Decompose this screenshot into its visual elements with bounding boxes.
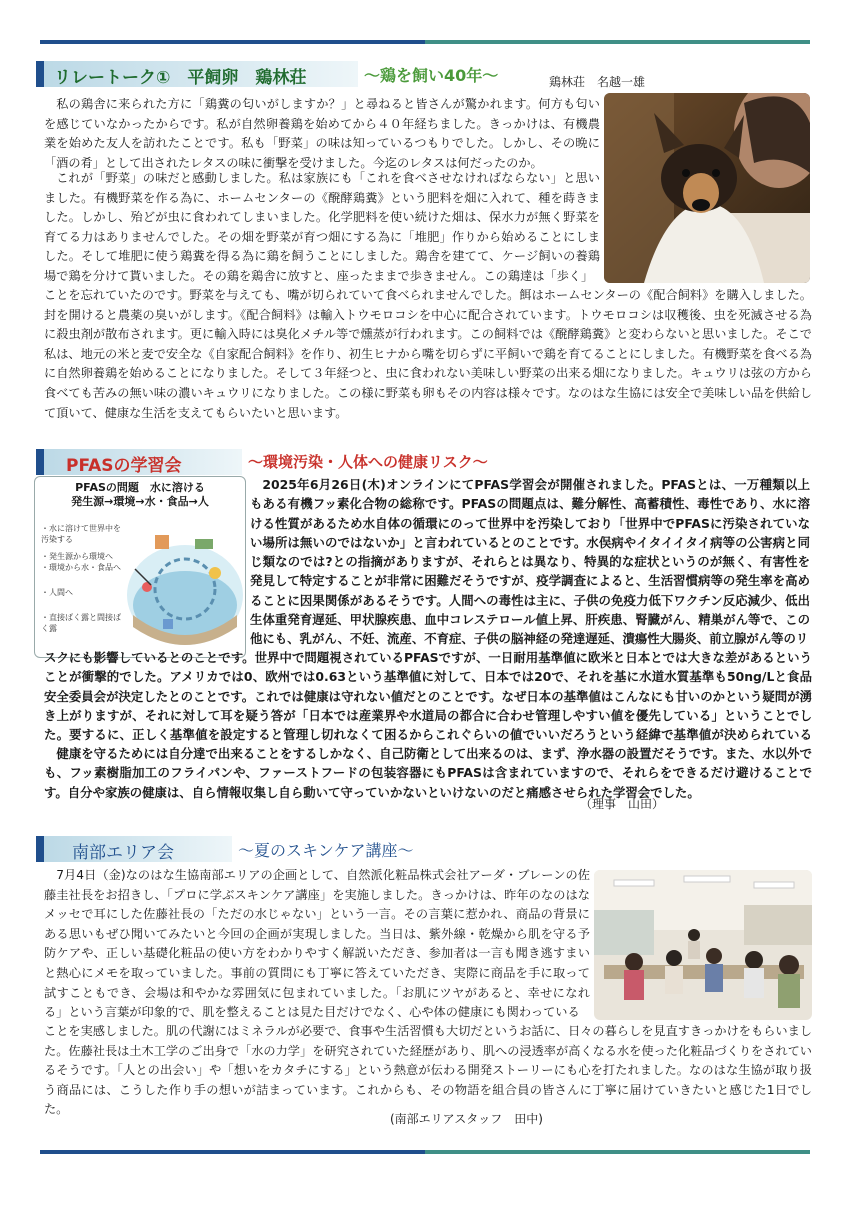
top-divider [40, 40, 810, 44]
relay-title: リレートーク① 平飼卵 鶏林荘 [54, 68, 307, 88]
pfas-bullet-3: ・環境から水・食品へ [41, 563, 121, 572]
pfas-figure-title-2: 発生源→環境→水・食品→人 [71, 495, 209, 508]
south-paragraph-rest-wrap [44, 1022, 812, 1122]
pfas-paragraph-1-top: 2025年6月26日(木)オンラインにてPFAS学習会が開催されました。PFASとは、一万種類以上もある有機フッ素化合物の総称です。PFASの問題点は、難分解性、高蓄積性、毒性であり、水に溶ける性質があるため水自体の循環にのって世界中を汚染しており「世界中でPFASに汚染されていない場所は無いのではないか」と言われているとのことです。水俣病やイタイイタイ病等の公害病と同じ類なのでは?との指摘がありますが、それらとは異なり、特異的な症状というのが無く、有害性を発見して特定することが非常に困難だそうですが、疫学調査によると、生活習慣病等の発生率を高めることに因果関係があるそうです。人間への毒性は主に、子供の免疫力低下ワクチン反応減少、低出生体重発育遅延、甲状腺疾患、血中コレステロール値上昇、肝疾患、腎臓がん、精巣がん等で、この他にも、乳がん、不妊、流産、不育症、子供の脳神経の発達遅延、潰瘍性大腸炎、前立腺がん等のリ [250, 477, 810, 647]
south-paragraph-rest: ことを実感しました。肌の代謝にはミネラルが必要で、食事や生活習慣も大切だというお話に、日々の暮らしを見直すきっかけをもらいました。佐藤社長は土木工学のご出身で「水の力学」を研究されていた経歴があり、肌への浸透率が高くなる水を使った化粧品づくりをされているそうです。「人との出会い」や「想いをカタチにする」という熱意が伝わる開発ストーリーにも心を打たれました。なのはな生協が取り扱う商品には、こうした作り手の想いが詰まっています。これからも、その物語を組合員の皆さんに丁寧に届けていきたいと感じた1日でした。 [44, 1024, 812, 1117]
south-paragraph-wrap [44, 866, 590, 1023]
pfas-subtitle: ～環境汚染・人体への健康リスク～ [248, 453, 488, 471]
pfas-paragraph-1-wrap [250, 475, 810, 650]
pfas-bullet-1: ・水に溶けて世界中を汚染する [41, 524, 121, 544]
relay-paragraph-2-top: これが「野菜」の味だと感動しました。私は家族にも「これを食べさせなければならない」と思いました。有機野菜を作る為に、ホームセンターの《醗酵鶏糞》という肥料を畑に入れて、種を蒔きました。しかし、殆どが虫に食われてしまいました。化学肥料を使い続けた畑は、保水力が無く野菜を育てる力はありませんでした。その畑を野菜が育つ畑にする為に「堆肥」作りから始めることにしました。そして堆肥に使う鶏糞を得る為に鶏を飼うことにしました。鶏舎を建てて、ケージ飼いの養鶏場で鶏を分けて貰いました。その鶏を鶏舎に放すと、座ったままで歩きません。この鶏達は「歩く」 [44, 171, 600, 283]
pfas-title: PFASの学習会 [66, 456, 182, 476]
south-signature: (南部エリアスタッフ 田中) [390, 1112, 543, 1126]
pfas-bullet-4: ・人間へ [41, 588, 73, 597]
south-paragraph-top: 7月4日（金)なのはな生協南部エリアの企画として、自然派化粧品株式会社アーダ・ブレーンの佐藤圭社長をお招きし、「プロに学ぶスキンケア講座」を実施しました。きっかけは、昨年のなのはなメッセで耳にした佐藤社長の「ただの水じゃない」という一言。その言葉に惹かれ、商品の背景にある思いもぜひ聞いてみたいと今回の企画が実現しました。当日は、紫外線・乾燥から肌を守る予防ケアや、正しい基礎化粧品の使い方をわかりやすく解説いただき、参加者は一言も聞き逃すまいと熱心にメモを取っていました。事前の質問にも丁寧に答えていただき、実際に商品を手に取って試すこともでき、会場は和やかな雰囲気に包まれていました。「お肌にツヤがあると、幸せになれる」という言葉が印象的で、肌を整えることは見た目だけでなく、心や体の健康にも関わっている [44, 868, 590, 1020]
pfas-paragraph-1-rest: スクにも影響しているとのことです。世界中で問題視されているPFASですが、一日耐用基準値に欧米と日本とでは大きな差があるということが衝撃的でした。アメリカでは0、欧州では0.63という基準値に対して、日本では20で、それを基に水道水質基準も50ng/Lと食品安全委員会が決定したとのことです。これでは健康は守れない値だとのことです。なぜ日本の基準値はこんなにも甘いのかという疑問が湧き上がりますが、それに対して耳を疑う答が「日本では産業界や水道局の都合に合わせ管理しやすい値を優先している」ということでした。要するに、正しく基準値を設定すると管理し切れなくて困るからこれぐらいの値でいいだろうという経緯で基準値が決められている [44, 650, 812, 743]
relay-header [36, 61, 358, 87]
pfas-header [36, 449, 242, 475]
pfas-figure [34, 476, 246, 658]
dog-photo [604, 93, 810, 283]
seminar-photo [594, 870, 812, 1020]
pfas-figure-title-1: PFASの問題 水に溶ける [75, 481, 205, 494]
pfas-paragraph-2-wrap [44, 744, 812, 802]
relay-paragraph-1: 私の鶏舎に来られた方に「鶏糞の匂いがしますか？」と尋ねると皆さんが驚かれます。何方も匂いを感じていなかったからです。私が自然卵養鶏を始めてから４０年経ちました。きっかけは、有機農業を始めた友人を訪れたことです。私も「野菜」の味は知っているつもりでした。しかし、その晩に「酒の肴」として出されたレタスの味に衝撃を受けました。今迄のレタスは何だったのか。 [44, 97, 600, 170]
pfas-bullet-5: ・直接ばく露と間接ばく露 [41, 613, 121, 633]
relay-paragraph-2-rest-wrap [44, 286, 812, 423]
relay-paragraph-2-wrap [44, 169, 600, 287]
relay-author: 鶏林荘 名越一雄 [549, 75, 646, 89]
relay-paragraph-1-wrap [44, 95, 600, 173]
pfas-paragraph-1-rest-wrap [44, 648, 812, 744]
bottom-divider [40, 1150, 810, 1154]
relay-subtitle: ～鶏を飼い40年～ [364, 66, 499, 85]
pfas-paragraph-2: 健康を守るためには自分達で出来ることをするしかなく、自己防衛として出来るのは、まず、浄水器の設置だそうです。また、水以外でも、フッ素樹脂加工のフライパンや、ファーストフードの包装容器にもPFASは含まれていますので、それらをできるだけ避けることです。自分や家族の健康は、自ら情報収集し自ら動いて守っていかないといけないのだと痛感させられた学習会でした。 [44, 746, 812, 800]
pfas-bullet-2: ・発生源から環境へ [41, 552, 113, 561]
pfas-signature: （理事 山田） [580, 797, 665, 811]
south-subtitle: ～夏のスキンケア講座～ [238, 841, 414, 860]
south-title: 南部エリア会 [72, 843, 174, 863]
relay-paragraph-2-rest: ことを忘れていたのです。野菜を与えても、嘴が切られていて食べられませんでした。餌はホームセンターの《配合飼料》を購入しました。封を開けると農薬の臭いがします。《配合飼料》は輸入トウモロコシを中心に配合されています。トウモロコシは収穫後、虫を死滅させる為に殺虫剤が散布されます。更に輸入時には臭化メチル等で燻蒸が行われます。この飼料では《醗酵鶏糞》と変わらないと思いました。そこで私は、地元の米と麦で安全な《自家配合飼料》を作り、初生ヒナから嘴を切らずに平飼いで鶏を育てることにしました。有機野菜を食べる為に自然卵養鶏を始めることになりました。そして３年経つと、虫に食われない美味しい野菜の出来る畑になりました。キュウリは弦の方から食べても苦みの無い味の濃いキュウリになりました。この様に野菜も卵もその内容は様々です。なのはな生協には安全で美味しい品を供給して頂いて、健康な生活を支えてもらいたいと思います。 [44, 288, 812, 420]
south-header [36, 836, 232, 862]
